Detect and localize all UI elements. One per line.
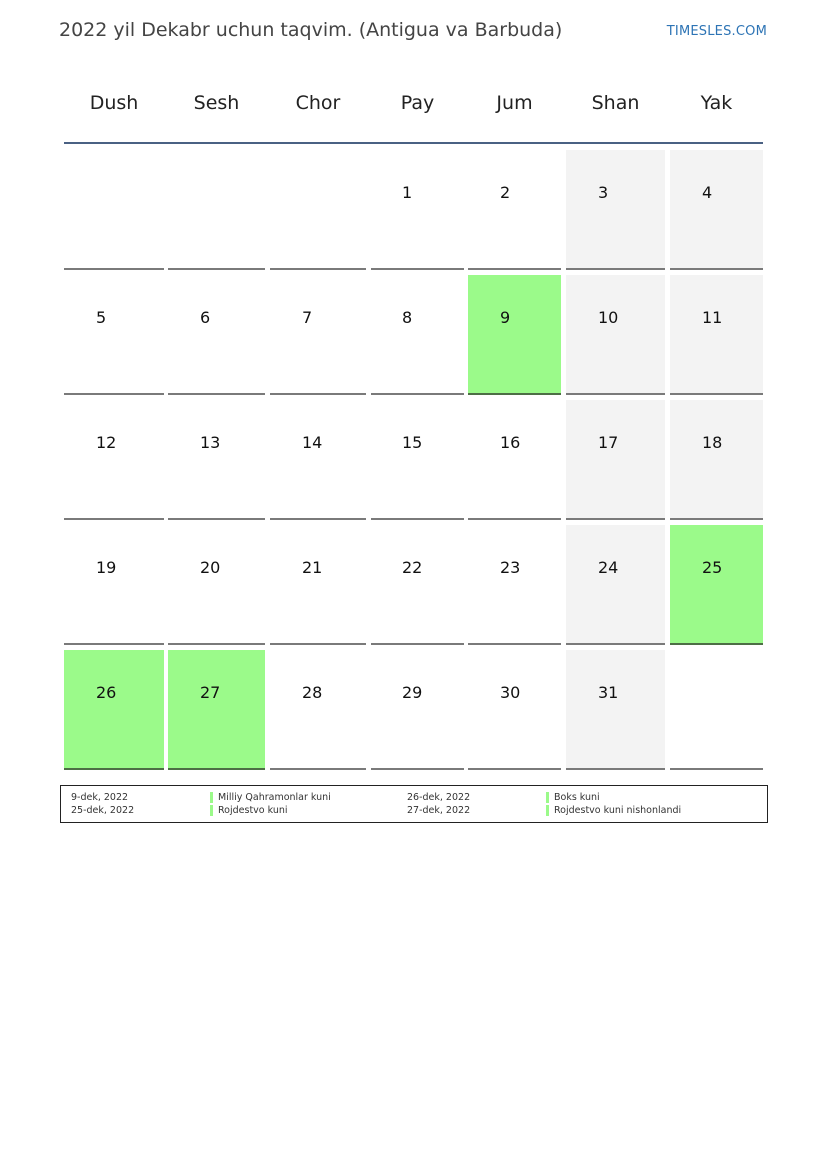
day-number: 14 — [302, 433, 323, 452]
day-number: 25 — [702, 558, 723, 577]
day-cell — [670, 275, 763, 395]
legend-holiday-name: Milliy Qahramonlar kuni — [218, 792, 331, 803]
day-number: 20 — [200, 558, 221, 577]
legend-color-marker — [210, 792, 213, 803]
day-number: 18 — [702, 433, 723, 452]
day-number: 6 — [200, 308, 211, 327]
day-number: 9 — [500, 308, 511, 327]
legend-color-marker — [210, 805, 213, 816]
legend-date: 27-dek, 2022 — [407, 805, 471, 816]
holiday-day-cell — [64, 650, 164, 770]
holiday-legend — [60, 785, 768, 823]
day-cell — [566, 650, 665, 770]
day-number: 21 — [302, 558, 323, 577]
day-cell — [371, 525, 464, 645]
legend-date: 26-dek, 2022 — [407, 792, 471, 803]
day-cell — [371, 150, 464, 270]
day-cell — [468, 150, 561, 270]
weekday-label: Dush — [89, 92, 139, 114]
day-number: 31 — [598, 683, 619, 702]
legend-holiday-name: Rojdestvo kuni — [218, 805, 288, 816]
page-title: 2022 yil Dekabr uchun taqvim. (Antigua va Barbuda) — [59, 19, 563, 41]
day-number: 13 — [200, 433, 221, 452]
day-number: 8 — [402, 308, 413, 327]
day-cell — [371, 275, 464, 395]
day-cell — [371, 650, 464, 770]
brand-link[interactable]: TIMESLES.COM — [666, 24, 767, 39]
weekday-label: Sesh — [193, 92, 240, 114]
day-cell — [371, 400, 464, 520]
day-cell — [468, 650, 561, 770]
day-number: 11 — [702, 308, 723, 327]
weekday-label: Jum — [496, 92, 533, 114]
legend-date: 25-dek, 2022 — [71, 805, 135, 816]
holiday-day-cell — [468, 275, 561, 395]
day-cell — [670, 400, 763, 520]
legend-holiday-name: Rojdestvo kuni nishonlandi — [554, 805, 682, 816]
day-number: 16 — [500, 433, 521, 452]
day-cell — [168, 525, 265, 645]
empty-day-cell — [270, 150, 366, 270]
day-cell — [168, 400, 265, 520]
day-cell — [64, 275, 164, 395]
day-number: 12 — [96, 433, 117, 452]
day-number: 5 — [96, 308, 107, 327]
day-number: 27 — [200, 683, 221, 702]
day-cell — [270, 525, 366, 645]
empty-day-cell — [670, 650, 763, 770]
day-cell — [566, 525, 665, 645]
empty-day-cell — [64, 150, 164, 270]
day-number: 1 — [402, 183, 413, 202]
legend-date: 9-dek, 2022 — [71, 792, 129, 803]
day-number: 24 — [598, 558, 619, 577]
day-number: 26 — [96, 683, 117, 702]
day-number: 4 — [702, 183, 713, 202]
day-number: 22 — [402, 558, 423, 577]
day-number: 19 — [96, 558, 117, 577]
day-cell — [64, 525, 164, 645]
day-cell — [168, 275, 265, 395]
day-cell — [270, 400, 366, 520]
weekday-label: Yak — [700, 92, 733, 114]
empty-day-cell — [168, 150, 265, 270]
header-divider — [64, 142, 763, 144]
day-cell — [468, 525, 561, 645]
day-cell — [270, 650, 366, 770]
legend-color-marker — [546, 805, 549, 816]
day-cell — [468, 400, 561, 520]
holiday-day-cell — [670, 525, 763, 645]
day-number: 2 — [500, 183, 511, 202]
legend-color-marker — [546, 792, 549, 803]
day-cell — [566, 400, 665, 520]
day-number: 3 — [598, 183, 609, 202]
day-number: 10 — [598, 308, 619, 327]
day-number: 29 — [402, 683, 423, 702]
weekday-label: Chor — [295, 92, 341, 114]
day-number: 15 — [402, 433, 423, 452]
day-number: 28 — [302, 683, 323, 702]
holiday-day-cell — [168, 650, 265, 770]
day-cell — [566, 275, 665, 395]
day-number: 23 — [500, 558, 521, 577]
day-number: 7 — [302, 308, 313, 327]
day-cell — [566, 150, 665, 270]
day-number: 17 — [598, 433, 619, 452]
day-cell — [270, 275, 366, 395]
day-number: 30 — [500, 683, 521, 702]
day-cell — [670, 150, 763, 270]
legend-holiday-name: Boks kuni — [554, 792, 600, 803]
weekday-label: Pay — [400, 92, 435, 114]
weekday-label: Shan — [591, 92, 640, 114]
day-cell — [64, 400, 164, 520]
